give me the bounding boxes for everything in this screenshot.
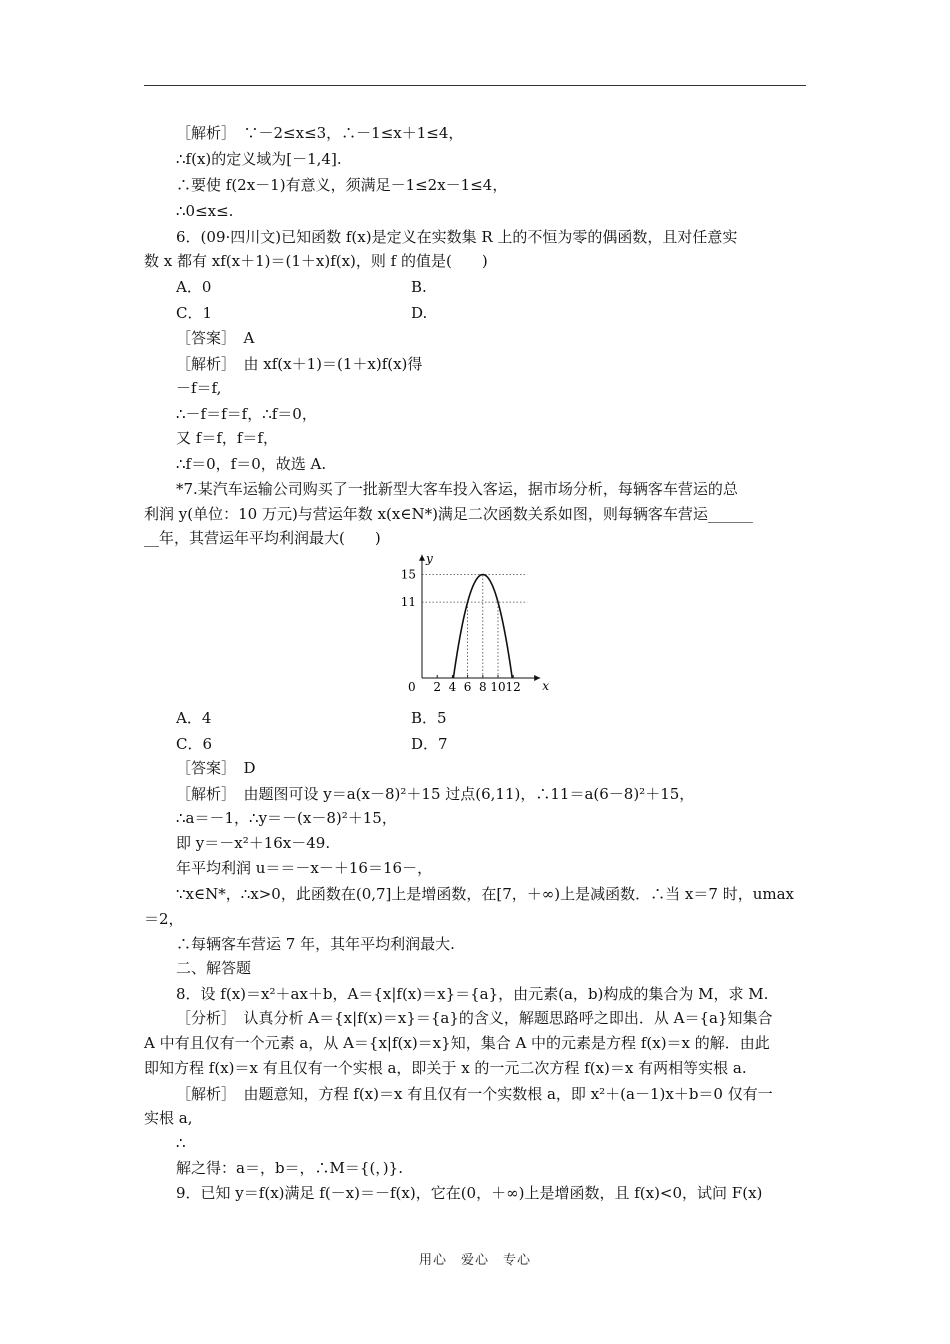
- text-line: ［解析］ 由 xf(x＋1)＝(1＋x)f(x)得: [176, 355, 423, 373]
- option-d: D．7: [411, 735, 448, 753]
- text-line: ［解析］ 由题意知，方程 f(x)＝x 有且仅有一个实数根 a，即 x²＋(a－1)x＋b＝0 仅有一: [176, 1085, 773, 1103]
- x-tick-label: 8: [478, 680, 487, 694]
- x-axis-label: x: [542, 679, 549, 693]
- text-line: ∴每辆客车营运 7 年，其年平均利润最大.: [176, 935, 455, 953]
- text-line: ∴0≤x≤.: [176, 202, 234, 220]
- x-tick-label: 6: [463, 680, 472, 694]
- option-b: B.: [411, 278, 427, 296]
- answer-line: ［答案］ A: [176, 329, 255, 347]
- question-8-line: 8．设 f(x)＝x²＋ax＋b，A＝{x|f(x)＝x}＝{a}，由元素(a，b)构成的集合为 M，求 M.: [176, 985, 769, 1003]
- text-line: ［分析］ 认真分析 A＝{x|f(x)＝x}＝{a}的含义，解题思路呼之即出．从 A＝{a}知集合: [176, 1009, 773, 1027]
- question-7-line: *7.某汽车运输公司购买了一批新型大客车投入客运，据市场分析，每辆客车营运的总: [176, 480, 738, 498]
- text-line: A 中有且仅有一个元素 a，从 A＝{x|f(x)＝x}知，集合 A 中的元素是方程 f(x)＝x 的解．由此: [144, 1034, 770, 1052]
- x-axis-arrow: [534, 675, 540, 681]
- y-tick-label: 15: [400, 567, 416, 582]
- text-line: ∴: [176, 1134, 186, 1152]
- question-7-line: 利润 y(单位：10 万元)与营运年数 x(x∈N*)满足二次函数关系如图，则每辆客车营运______: [144, 505, 753, 523]
- option-d: D.: [411, 304, 428, 322]
- text-line: 解之得：a＝，b＝，∴M＝{(，)}.: [176, 1159, 403, 1177]
- option-c: C．6: [176, 735, 213, 753]
- question-7-line: __年，其营运年平均利润最大( ): [144, 529, 381, 547]
- section-heading: 二、解答题: [176, 959, 252, 977]
- text-line: ∴要使 f(2x－1)有意义，须满足－1≤2x－1≤4，: [176, 176, 508, 194]
- option-a: A．0: [176, 278, 212, 296]
- text-line: ∴f＝0，f＝0，故选 A.: [176, 455, 327, 473]
- text-line: 年平均利润 u＝＝－x－＋16＝16－，: [176, 859, 433, 877]
- text-line: ［解析］ 由题图可设 y＝a(x－8)²＋15 过点(6,11)，∴11＝a(6－8)²＋15，: [176, 785, 695, 803]
- origin-label: 0: [408, 680, 416, 694]
- x-tick-label: 2: [433, 680, 442, 694]
- x-tick-label: 10: [490, 680, 506, 694]
- page-footer: 用心 爱心 专心: [418, 1253, 531, 1268]
- answer-line: ［答案］ D: [176, 759, 256, 777]
- question-6-line: 6．(09·四川文)已知函数 f(x)是定义在实数集 R 上的不恒为零的偶函数，且对任意实: [176, 228, 738, 246]
- text-line: ∴a＝－1，∴y＝－(x－8)²＋15，: [176, 809, 397, 827]
- question-6-line: 数 x 都有 xf(x＋1)＝(1＋x)f(x)，则 f 的值是( ): [144, 252, 488, 270]
- text-line: ∴f(x)的定义域为[－1,4].: [176, 150, 342, 168]
- y-axis-label: y: [426, 553, 433, 566]
- text-line: 实根 a,: [144, 1109, 193, 1127]
- text-line: ∵x∈N*，∴x>0，此函数在(0,7]上是增函数，在[7，＋∞)上是减函数．∴当 x＝7 时，umax: [176, 885, 794, 903]
- option-a: A．4: [176, 709, 212, 727]
- text-line: ［解析］ ∵－2≤x≤3，∴－1≤x＋1≤4，: [176, 124, 464, 142]
- header-rule: [144, 85, 806, 86]
- x-tick-label: 4: [448, 680, 457, 694]
- parabola-chart: [384, 553, 596, 699]
- y-tick-label: 11: [400, 595, 416, 610]
- text-line: 又 f＝f，f＝f，: [176, 429, 278, 447]
- text-line: ＝2，: [144, 910, 184, 928]
- text-line: 即 y＝－x²＋16x－49.: [176, 834, 331, 852]
- option-c: C．1: [176, 304, 213, 322]
- y-axis-arrow: [419, 555, 425, 561]
- text-line: －f＝f,: [176, 379, 222, 397]
- question-9-line: 9．已知 y＝f(x)满足 f(－x)＝－f(x)，它在(0，＋∞)上是增函数，且 f(x)<0，试问 F(x): [176, 1184, 763, 1202]
- x-tick-label: 12: [505, 680, 521, 694]
- text-line: ∴－f＝f＝f，∴f＝0，: [176, 405, 317, 423]
- text-line: 即知方程 f(x)＝x 有且仅有一个实根 a，即关于 x 的一元二次方程 f(x)＝x 有两相等实根 a.: [144, 1059, 747, 1077]
- option-b: B．5: [411, 709, 447, 727]
